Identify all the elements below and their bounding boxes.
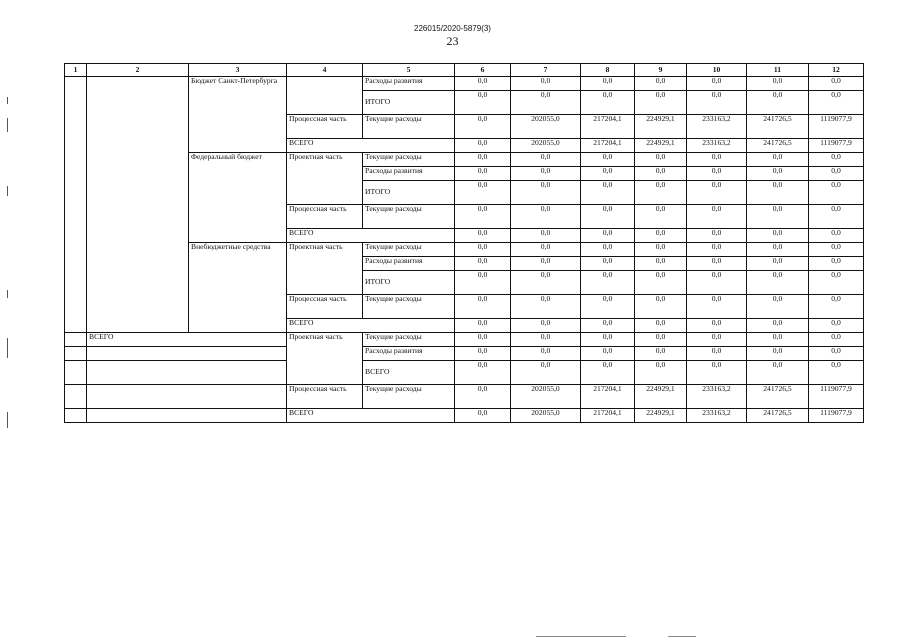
value-cell: 233163,2 [687, 409, 747, 423]
scan-mark [7, 412, 8, 428]
value-cell: 224929,1 [635, 409, 687, 423]
value-cell: 0,0 [455, 77, 511, 91]
cell-col1 [65, 361, 87, 385]
value-cell: 241726,5 [747, 139, 809, 153]
value-cell: 0,0 [687, 333, 747, 347]
expense-type: Расходы развития [363, 77, 455, 91]
value-cell: 0,0 [455, 153, 511, 167]
expense-type: Текущие расходы [363, 385, 455, 409]
value-cell: 0,0 [511, 319, 581, 333]
value-cell: 0,0 [809, 295, 864, 319]
value-cell: 0,0 [581, 77, 635, 91]
cell-col1 [65, 347, 87, 361]
value-cell: 241726,5 [747, 385, 809, 409]
value-cell: 0,0 [511, 77, 581, 91]
value-cell: 0,0 [511, 361, 581, 385]
value-cell: 0,0 [635, 333, 687, 347]
expense-type: Расходы развития [363, 257, 455, 271]
table-row [65, 333, 864, 347]
value-cell: 217204,1 [581, 115, 635, 139]
value-cell: 0,0 [581, 271, 635, 295]
cell-col1 [65, 77, 87, 333]
value-cell: 0,0 [747, 295, 809, 319]
expense-type: ИТОГО [363, 181, 455, 205]
expense-type: Текущие расходы [363, 115, 455, 139]
value-cell: 0,0 [687, 181, 747, 205]
scan-mark [7, 290, 8, 298]
column-header: 10 [687, 64, 747, 77]
value-cell: 0,0 [455, 139, 511, 153]
scan-line [536, 636, 626, 637]
value-cell: 0,0 [687, 319, 747, 333]
value-cell: 202055,0 [511, 115, 581, 139]
value-cell: 0,0 [455, 229, 511, 243]
value-cell: 0,0 [687, 77, 747, 91]
table-row [65, 409, 864, 423]
column-header: 4 [287, 64, 363, 77]
value-cell: 1119077,9 [809, 409, 864, 423]
value-cell: 0,0 [635, 229, 687, 243]
grand-total-label: ВСЕГО [87, 333, 287, 347]
part-label: Процессная часть [287, 205, 363, 229]
cell-col2 [87, 77, 189, 333]
value-cell: 0,0 [809, 181, 864, 205]
value-cell: 0,0 [747, 361, 809, 385]
value-cell: 0,0 [455, 257, 511, 271]
part-label: Процессная часть [287, 385, 363, 409]
value-cell: 0,0 [455, 115, 511, 139]
table-row [65, 385, 864, 409]
value-cell: 0,0 [635, 205, 687, 229]
value-cell: 0,0 [809, 333, 864, 347]
scan-mark [7, 186, 8, 196]
column-header: 2 [87, 64, 189, 77]
table-row [65, 77, 864, 91]
value-cell: 0,0 [747, 271, 809, 295]
value-cell: 0,0 [581, 347, 635, 361]
expense-type: Расходы развития [363, 167, 455, 181]
part-label: Проектная часть [287, 243, 363, 295]
value-cell: 0,0 [635, 347, 687, 361]
value-cell: 233163,2 [687, 139, 747, 153]
value-cell: 202055,0 [511, 409, 581, 423]
value-cell: 233163,2 [687, 385, 747, 409]
expense-type: Текущие расходы [363, 205, 455, 229]
value-cell: 0,0 [687, 361, 747, 385]
value-cell: 0,0 [687, 229, 747, 243]
expense-type: Расходы развития [363, 347, 455, 361]
value-cell: 0,0 [455, 333, 511, 347]
value-cell: 0,0 [511, 257, 581, 271]
document-number: 226015/2020-5879(3) [414, 24, 491, 33]
value-cell: 0,0 [581, 361, 635, 385]
value-cell: 224929,1 [635, 139, 687, 153]
value-cell: 0,0 [687, 271, 747, 295]
value-cell: 0,0 [635, 361, 687, 385]
value-cell: 0,0 [687, 295, 747, 319]
value-cell: 0,0 [687, 205, 747, 229]
value-cell: 202055,0 [511, 139, 581, 153]
budget-table [64, 63, 864, 423]
value-cell: 0,0 [809, 77, 864, 91]
cell-empty [87, 409, 287, 423]
value-cell: 0,0 [511, 181, 581, 205]
value-cell: 0,0 [687, 153, 747, 167]
value-cell: 0,0 [809, 319, 864, 333]
value-cell: 241726,5 [747, 115, 809, 139]
value-cell: 233163,2 [687, 115, 747, 139]
value-cell: 0,0 [747, 91, 809, 115]
value-cell: 1119077,9 [809, 385, 864, 409]
value-cell: 0,0 [455, 361, 511, 385]
value-cell: 0,0 [747, 243, 809, 257]
value-cell: 0,0 [635, 295, 687, 319]
value-cell: 0,0 [581, 333, 635, 347]
value-cell: 0,0 [511, 271, 581, 295]
cell-col1 [65, 333, 87, 347]
column-header: 12 [809, 64, 864, 77]
column-header: 6 [455, 64, 511, 77]
value-cell: 0,0 [635, 77, 687, 91]
value-cell: 0,0 [581, 319, 635, 333]
value-cell: 0,0 [635, 153, 687, 167]
value-cell: 0,0 [511, 333, 581, 347]
value-cell: 0,0 [687, 167, 747, 181]
value-cell: 0,0 [581, 229, 635, 243]
cell-col1 [65, 385, 87, 409]
column-header: 1 [65, 64, 87, 77]
value-cell: 0,0 [455, 385, 511, 409]
value-cell: 0,0 [511, 243, 581, 257]
value-cell: 202055,0 [511, 385, 581, 409]
expense-type: ВСЕГО [363, 361, 455, 385]
part-label: Процессная часть [287, 295, 363, 319]
total-label: ВСЕГО [287, 139, 455, 153]
total-label: ВСЕГО [287, 229, 455, 243]
value-cell: 0,0 [455, 319, 511, 333]
value-cell: 0,0 [747, 181, 809, 205]
value-cell: 217204,1 [581, 409, 635, 423]
value-cell: 0,0 [455, 205, 511, 229]
value-cell: 0,0 [455, 295, 511, 319]
value-cell: 0,0 [635, 243, 687, 257]
header-row [65, 64, 864, 77]
scan-mark [7, 338, 8, 358]
value-cell: 0,0 [511, 167, 581, 181]
value-cell: 224929,1 [635, 385, 687, 409]
column-header: 9 [635, 64, 687, 77]
value-cell: 0,0 [687, 91, 747, 115]
value-cell: 0,0 [455, 243, 511, 257]
expense-type: ИТОГО [363, 271, 455, 295]
scan-mark [7, 118, 8, 132]
column-header: 3 [189, 64, 287, 77]
value-cell: 0,0 [809, 153, 864, 167]
value-cell: 0,0 [747, 205, 809, 229]
part-label: Проектная часть [287, 153, 363, 205]
value-cell: 0,0 [455, 409, 511, 423]
value-cell: 0,0 [747, 319, 809, 333]
value-cell: 0,0 [747, 77, 809, 91]
value-cell: 0,0 [581, 205, 635, 229]
cell-empty [87, 347, 287, 361]
value-cell: 0,0 [581, 181, 635, 205]
total-label: ВСЕГО [287, 319, 455, 333]
cell-col1 [65, 409, 87, 423]
value-cell: 0,0 [635, 91, 687, 115]
value-cell: 0,0 [809, 347, 864, 361]
page-number: 23 [446, 34, 459, 48]
value-cell: 0,0 [511, 153, 581, 167]
value-cell: 0,0 [581, 243, 635, 257]
value-cell: 0,0 [511, 295, 581, 319]
value-cell: 0,0 [511, 91, 581, 115]
value-cell: 0,0 [809, 167, 864, 181]
value-cell: 0,0 [581, 167, 635, 181]
scan-mark [7, 97, 8, 104]
value-cell: 0,0 [687, 243, 747, 257]
value-cell: 217204,1 [581, 385, 635, 409]
column-header: 8 [581, 64, 635, 77]
value-cell: 0,0 [581, 153, 635, 167]
value-cell: 241726,5 [747, 409, 809, 423]
value-cell: 0,0 [687, 347, 747, 361]
value-cell: 0,0 [747, 229, 809, 243]
value-cell: 0,0 [747, 153, 809, 167]
part-label: Процессная часть [287, 115, 363, 139]
value-cell: 0,0 [455, 271, 511, 295]
expense-type: Текущие расходы [363, 153, 455, 167]
value-cell: 1119077,9 [809, 139, 864, 153]
value-cell: 217204,1 [581, 139, 635, 153]
value-cell: 0,0 [809, 361, 864, 385]
part-cell [287, 77, 363, 115]
expense-type: Текущие расходы [363, 333, 455, 347]
value-cell: 224929,1 [635, 115, 687, 139]
value-cell: 0,0 [747, 347, 809, 361]
value-cell: 0,0 [635, 271, 687, 295]
funding-source-spb: Бюджет Санкт-Петербурга [189, 77, 287, 153]
value-cell: 0,0 [635, 257, 687, 271]
value-cell: 0,0 [635, 167, 687, 181]
expense-type: Текущие расходы [363, 295, 455, 319]
value-cell: 0,0 [455, 167, 511, 181]
value-cell: 0,0 [455, 181, 511, 205]
column-header: 7 [511, 64, 581, 77]
value-cell: 0,0 [511, 347, 581, 361]
value-cell: 0,0 [511, 229, 581, 243]
value-cell: 0,0 [809, 243, 864, 257]
value-cell: 0,0 [581, 257, 635, 271]
table-row [65, 347, 864, 361]
expense-type: ИТОГО [363, 91, 455, 115]
column-header: 5 [363, 64, 455, 77]
value-cell: 0,0 [581, 91, 635, 115]
scan-line [668, 636, 696, 637]
value-cell: 0,0 [747, 333, 809, 347]
value-cell: 0,0 [687, 257, 747, 271]
value-cell: 0,0 [747, 257, 809, 271]
value-cell: 0,0 [809, 229, 864, 243]
total-label: ВСЕГО [287, 409, 455, 423]
value-cell: 0,0 [809, 257, 864, 271]
funding-source-federal: Федеральный бюджет [189, 153, 287, 243]
table-row [65, 361, 864, 385]
value-cell: 0,0 [511, 205, 581, 229]
value-cell: 0,0 [809, 271, 864, 295]
value-cell: 0,0 [635, 319, 687, 333]
value-cell: 0,0 [581, 295, 635, 319]
value-cell: 0,0 [809, 205, 864, 229]
value-cell: 0,0 [455, 347, 511, 361]
value-cell: 0,0 [455, 91, 511, 115]
expense-type: Текущие расходы [363, 243, 455, 257]
value-cell: 0,0 [809, 91, 864, 115]
cell-empty [87, 385, 287, 409]
cell-empty [87, 361, 287, 385]
funding-source-extrabudget: Внебюджетные средства [189, 243, 287, 333]
part-label: Проектная часть [287, 333, 363, 385]
value-cell: 1119077,9 [809, 115, 864, 139]
column-header: 11 [747, 64, 809, 77]
value-cell: 0,0 [635, 181, 687, 205]
value-cell: 0,0 [747, 167, 809, 181]
